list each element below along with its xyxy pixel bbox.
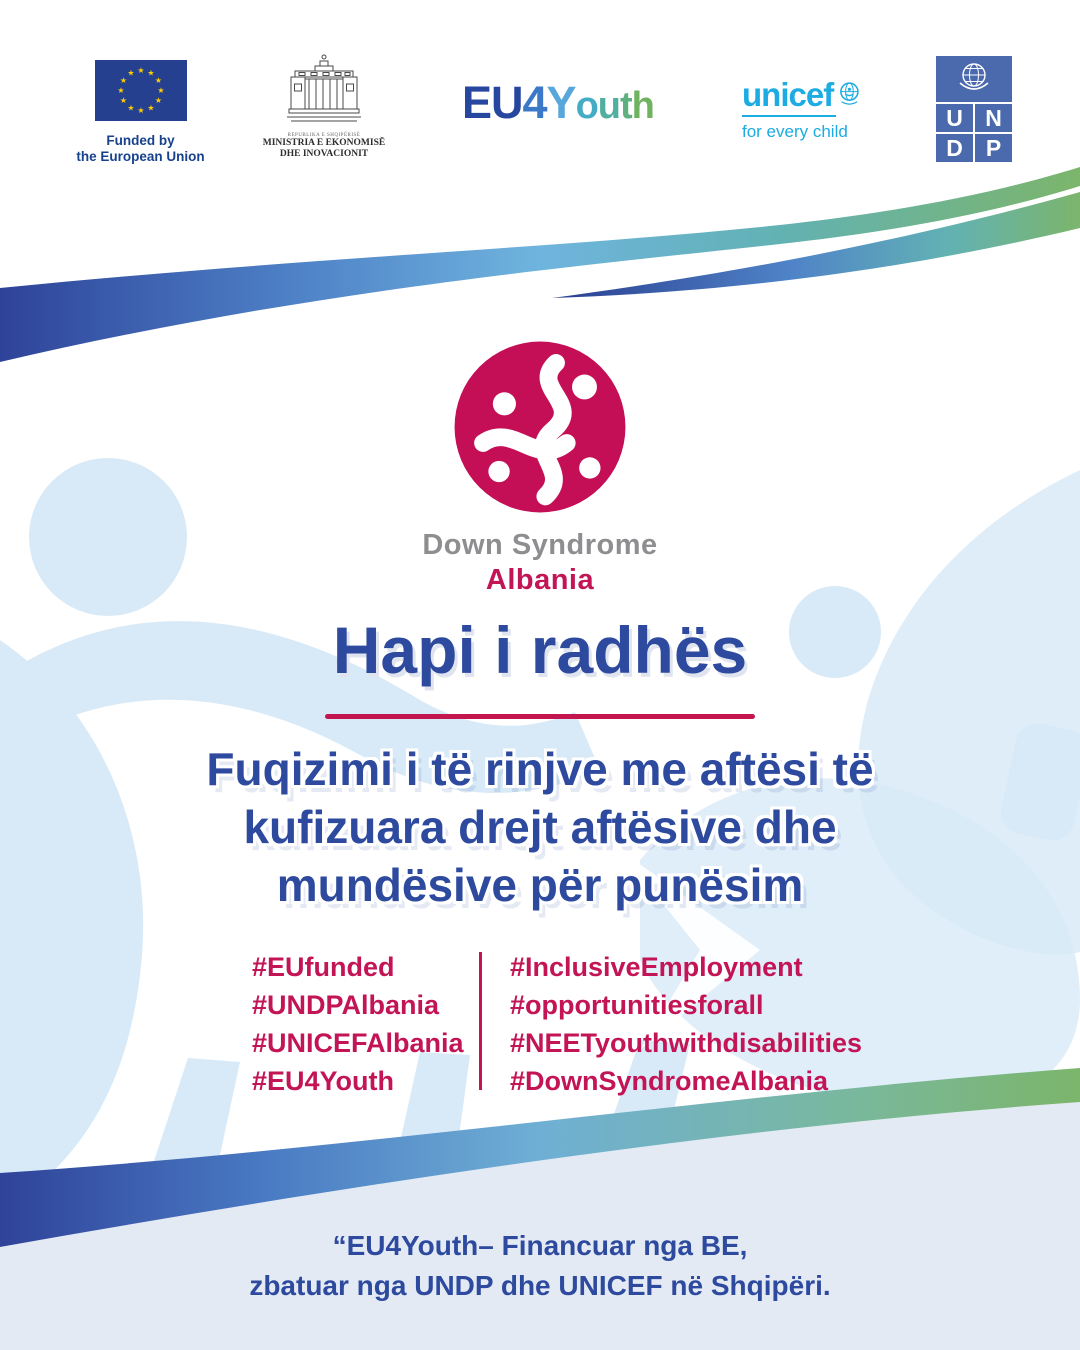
eu4youth-logo [462,77,654,129]
hashtag-opportunitiesforall: #opportunitiesforall [510,990,764,1020]
subtitle-line2: kufizuara drejt aftësive dhe [243,801,837,853]
undp-letter-n: N [975,104,1012,132]
subtitle-line1: Fuqizimi i të rinjve me aftësi të [206,743,874,795]
svg-text:★: ★ [154,76,162,85]
hashtag-divider [479,952,482,1090]
undp-logo [936,56,1012,162]
eu-caption-line1: Funded by [106,133,175,148]
ministry-name-line2: DHE INOVACIONIT [279,149,369,159]
undp-emblem [936,56,1012,102]
unicef-logo [742,78,862,142]
undp-letter-d: D [936,134,973,162]
eu-caption-line2: the European Union [76,149,205,164]
page-title: Hapi i radhës [332,613,748,687]
hashtag-undpalbania: #UNDPAlbania [252,990,440,1020]
unicef-divider [742,115,836,117]
eu4youth-part-4: 4 [522,77,547,128]
dsa-name-line2: Albania [485,564,595,596]
subtitle-line3: mundësive për punësim [276,859,804,911]
top-swoosh-main [0,167,1080,362]
eu4youth-part-y: Y [546,77,576,128]
svg-text:★: ★ [146,103,155,113]
footer-quote [0,1226,1080,1306]
hashtag-column-left [252,948,464,1100]
svg-text:★: ★ [136,66,145,75]
hashtag-downsyndromealbania: #DownSyndromeAlbania [510,1066,829,1096]
svg-text:★: ★ [116,86,125,95]
svg-text:★: ★ [154,96,162,105]
svg-text:★: ★ [119,96,127,105]
hashtag-eu4youth: #EU4Youth [252,1066,395,1096]
undp-letter-grid [936,104,1012,162]
hashtag-inclusiveemployment: #InclusiveEmployment [510,952,803,982]
hashtag-neetyouth: #NEETyouthwithdisabilities [510,1028,863,1058]
svg-text:★: ★ [126,68,135,78]
eu4youth-part-h: h [631,85,654,127]
ministry-logo [262,54,386,160]
dsa-circle-icon [450,338,630,516]
title-underline [325,714,755,719]
undp-letter-u: U [936,104,973,132]
ministry-name-line1: MINISTRIA E EKONOMISË [262,138,386,148]
unicef-wordmark: unicef [742,76,834,113]
ministry-building-icon [285,54,363,126]
undp-letter-p: P [975,134,1012,162]
unicef-tagline: for every child [742,122,848,141]
ministry-republic-line: REPUBLIKA E SHQIPËRISË [287,133,361,138]
dsa-name-line1: Down Syndrome [422,529,658,561]
eu4youth-part-u: u [597,85,620,127]
svg-text:★: ★ [156,86,165,95]
unicef-globe-icon [837,78,862,110]
eu-flag-caption [58,133,223,165]
subtitle [0,740,1080,914]
hashtag-unicefalbania: #UNICEFAlbania [252,1028,464,1058]
svg-text:★: ★ [126,103,135,113]
eu4youth-part-t: t [620,85,632,127]
svg-text:★: ★ [136,106,145,115]
footer-line1: “EU4Youth– Financuar nga BE, [332,1230,748,1261]
svg-text:★: ★ [119,76,127,85]
down-syndrome-albania-logo [340,338,740,597]
eu-flag-logo [58,60,223,165]
footer-line2: zbatuar nga UNDP dhe UNICEF në Shqipëri. [249,1270,831,1301]
eu4youth-part-o: o [575,85,598,127]
hashtag-eufunded: #EUfunded [252,952,395,982]
eu-flag-icon [95,60,187,121]
svg-text:★: ★ [146,68,155,78]
hashtag-column-right [510,948,862,1100]
eu4youth-part-eu: EU [462,77,523,128]
un-wreath-icon [955,59,993,99]
